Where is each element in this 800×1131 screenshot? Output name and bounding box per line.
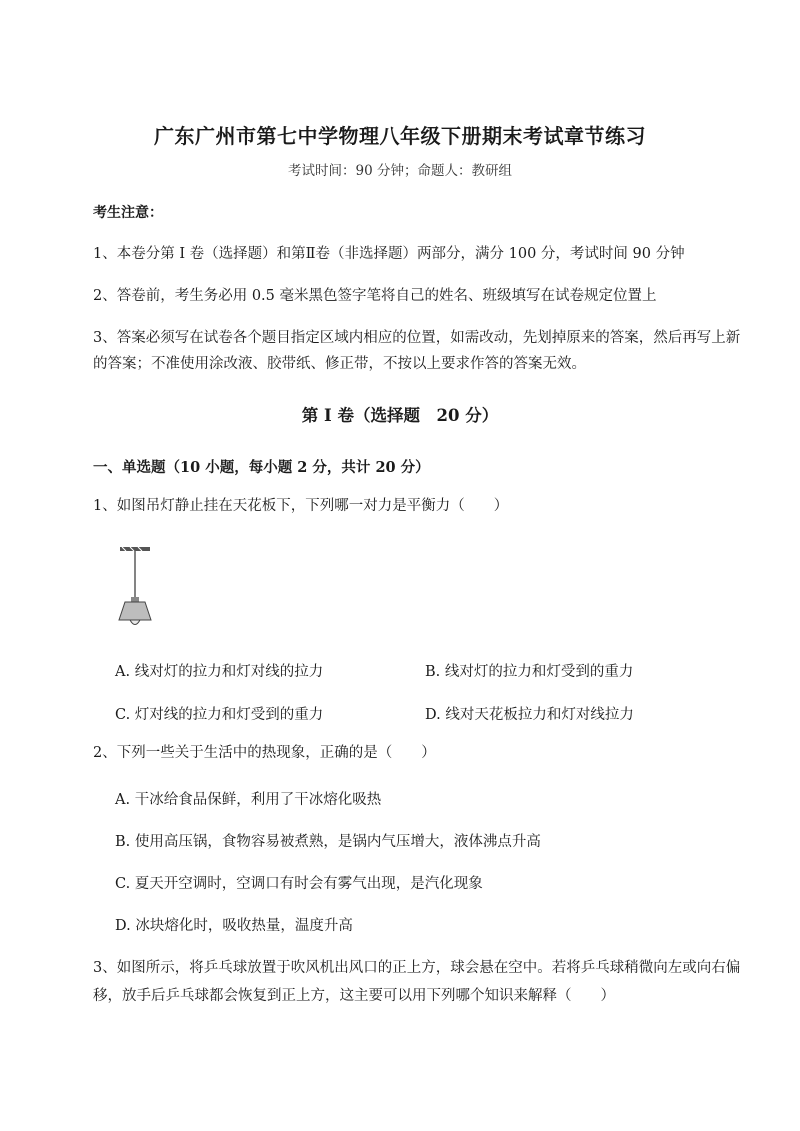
section-title: 第 I 卷（选择题 20 分）: [301, 406, 499, 425]
question-2-stem: 2、下列一些关于生活中的热现象，正确的是（ ）: [93, 745, 436, 761]
question-2-option-a: A. 干冰给食品保鲜，利用了干冰熔化吸热: [115, 792, 382, 808]
question-1-option-b: B. 线对灯的拉力和灯受到的重力: [425, 664, 634, 680]
notice-item-1: 1、本卷分第 I 卷（选择题）和第Ⅱ卷（非选择题）两部分，满分 100 分，考试时间 90 分钟: [93, 246, 685, 262]
page-subtitle: 考试时间：90 分钟；命题人：教研组: [288, 163, 512, 179]
question-2-option-c: C. 夏天开空调时，空调口有时会有雾气出现，是汽化现象: [115, 876, 483, 892]
part-heading: 一、单选题（10 小题，每小题 2 分，共计 20 分）: [93, 459, 430, 476]
question-1-option-a: A. 线对灯的拉力和灯对线的拉力: [115, 664, 324, 680]
question-2-option-d: D. 冰块熔化时，吸收热量，温度升高: [115, 918, 353, 934]
question-3-stem: 3、如图所示，将乒乓球放置于吹风机出风口的正上方，球会悬在空中。若将乒乓球稍微向左或向右偏移，放手后乒乓球都会恢复到正上方，这主要可以用下列哪个知识来解释（ ）: [93, 960, 741, 1004]
question-1-option-c: C. 灯对线的拉力和灯受到的重力: [115, 707, 324, 723]
notice-item-2: 2、答卷前，考生务必用 0.5 毫米黑色签字笔将自己的姓名、班级填写在试卷规定位置上: [93, 288, 657, 304]
question-1-option-d: D. 线对天花板拉力和灯对线拉力: [425, 707, 634, 723]
question-2-option-b: B. 使用高压锅，食物容易被煮熟，是锅内气压增大，液体沸点升高: [115, 834, 541, 850]
notice-item-3: 3、答案必须写在试卷各个题目指定区域内相应的位置，如需改动，先划掉原来的答案，然后再写上新的答案；不准使用涂改液、胶带纸、修正带，不按以上要求作答的答案无效。: [93, 330, 741, 372]
notice-heading: 考生注意：: [93, 205, 163, 221]
question-1-stem: 1、如图吊灯静止挂在天花板下，下列哪一对力是平衡力（ ）: [93, 498, 509, 514]
ceiling-lamp-icon: [110, 542, 160, 632]
page-title: 广东广州市第七中学物理八年级下册期末考试章节练习: [154, 124, 646, 148]
